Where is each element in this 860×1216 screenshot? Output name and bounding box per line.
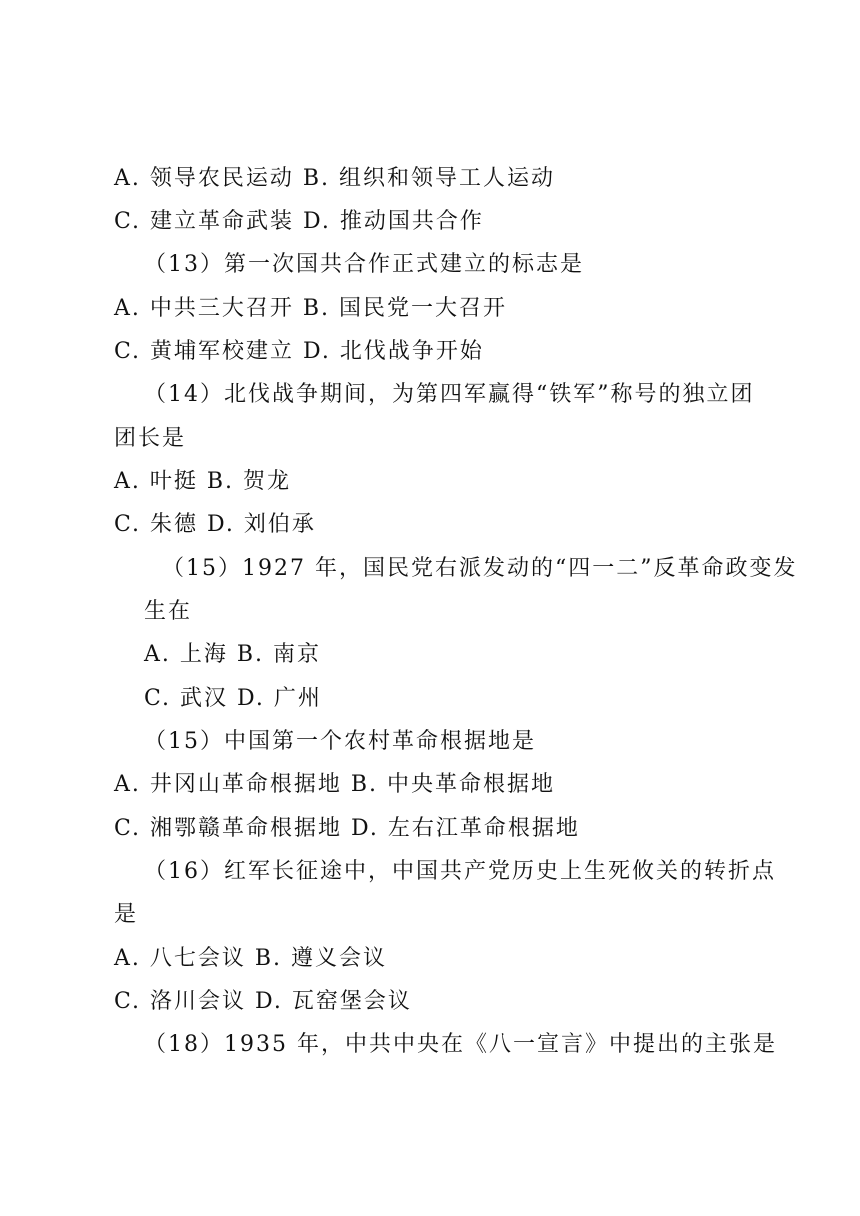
option-line-a-15b: A. 井冈山革命根据地 B. 中央革命根据地	[114, 772, 556, 797]
option-line-a-16: A. 八七会议 B. 遵义会议	[114, 946, 388, 971]
question-15b: （15）中国第一个农村革命根据地是	[144, 729, 536, 754]
option-line-a-13: A. 中共三大召开 B. 国民党一大召开	[114, 296, 508, 321]
option-line-c-12: C. 建立革命武装 D. 推动国共合作	[114, 209, 484, 234]
option-line-c-13: C. 黄埔军校建立 D. 北伐战争开始	[114, 339, 484, 364]
question-18: （18）1935 年，中共中央在《八一宣言》中提出的主张是	[144, 1032, 777, 1057]
question-15a-continued: 生在	[144, 599, 193, 624]
question-13: （13）第一次国共合作正式建立的标志是	[144, 252, 584, 277]
option-line-c-16: C. 洛川会议 D. 瓦窑堡会议	[114, 989, 412, 1014]
question-14: （14）北伐战争期间，为第四军赢得“铁军”称号的独立团	[144, 382, 755, 407]
option-line-c-14: C. 朱德 D. 刘伯承	[114, 512, 316, 537]
option-line-a-12: A. 领导农民运动 B. 组织和领导工人运动	[114, 166, 556, 191]
question-15a: （15）1927 年，国民党右派发动的“四一二”反革命政变发	[162, 556, 798, 581]
question-16: （16）红军长征途中，中国共产党历史上生死攸关的转折点	[144, 859, 776, 884]
option-line-c-15b: C. 湘鄂赣革命根据地 D. 左右江革命根据地	[114, 816, 580, 841]
option-line-a-15a: A. 上海 B. 南京	[144, 642, 322, 667]
option-line-a-14: A. 叶挺 B. 贺龙	[114, 469, 292, 494]
question-14-continued: 团长是	[114, 426, 187, 451]
option-line-c-15a: C. 武汉 D. 广州	[144, 686, 322, 711]
question-16-continued: 是	[114, 902, 139, 927]
